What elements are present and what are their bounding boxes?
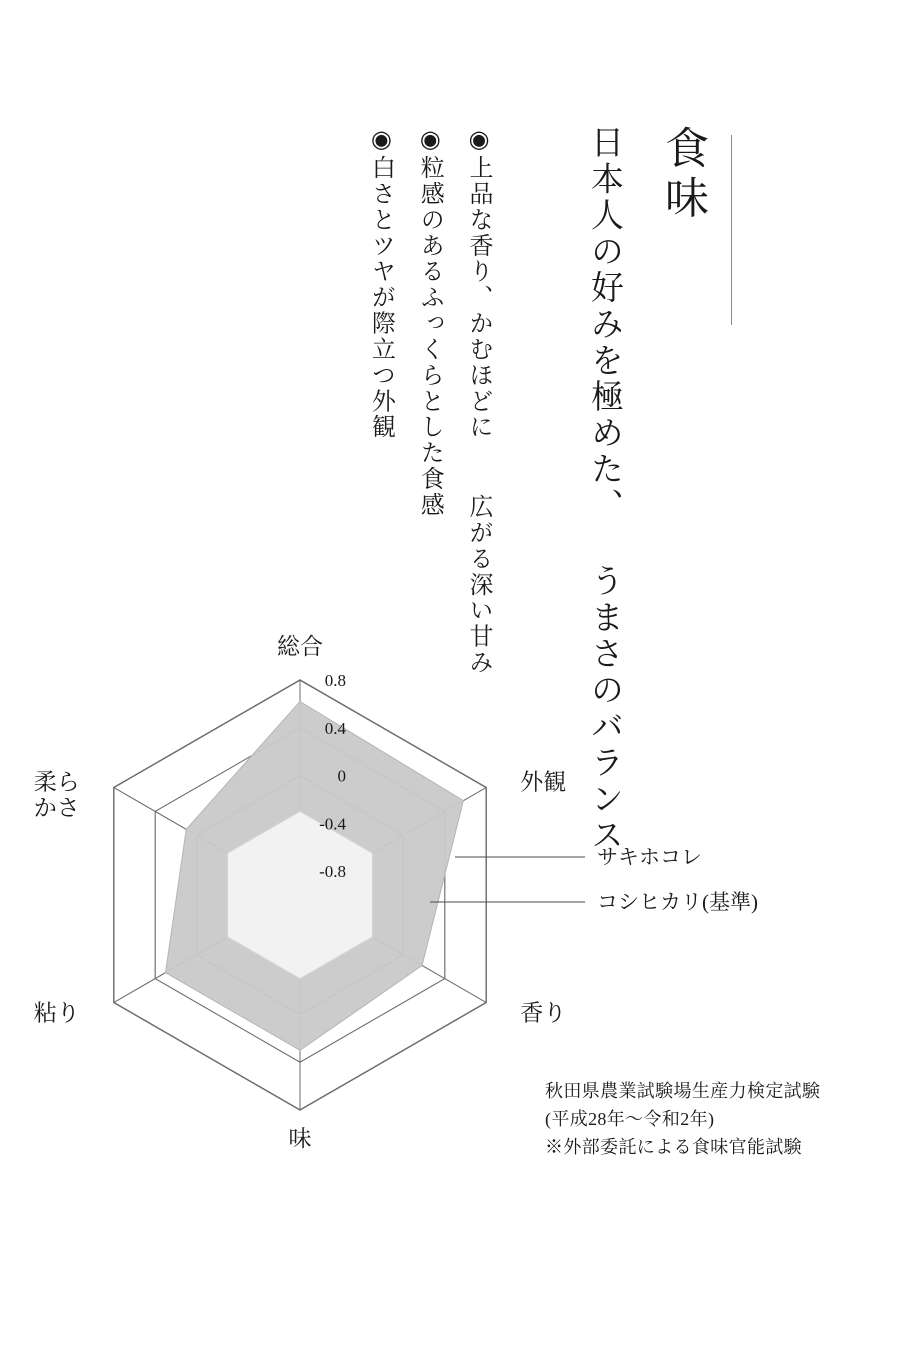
caption-line-2: (平成28年〜令和2年) [545, 1108, 715, 1129]
list-item: ◉上品な香り、かむほどに 広がる深い甘み [465, 125, 491, 676]
axis-label-柔らかさ: 柔ら [33, 769, 80, 795]
radar-series-group [166, 702, 464, 1051]
axis-label-外観: 外観 [520, 769, 567, 795]
list-item: ◉粒感のあるふっくらとした食感 [416, 125, 443, 518]
axis-label-香り: 香り [520, 1000, 567, 1026]
radar-legend [430, 845, 758, 914]
axis-label-味: 味 [288, 1126, 312, 1151]
axis-label-粘り: 粘り [33, 1000, 80, 1026]
chart-caption [545, 1078, 820, 1162]
feature-bullet-list [349, 125, 495, 675]
caption-line-3: ※外部委託による食味官能試験 [545, 1136, 803, 1157]
axis-label-柔らかさ: かさ [33, 795, 80, 821]
tick-label: 0.4 [324, 718, 346, 738]
page-title: 食味 [658, 125, 707, 224]
legend-label-1: サキホコレ [597, 845, 702, 869]
legend-label-2: コシヒカリ(基準) [597, 890, 758, 914]
lead-paragraph: 日本人の好みを極めた、 うまさのバランス [586, 125, 622, 854]
list-item: ◉白さとツヤが際立つ外観 [367, 125, 394, 441]
tick-label: 0.8 [324, 671, 346, 690]
tick-label: 0 [337, 766, 346, 786]
axis-label-総合: 総合 [277, 634, 323, 659]
caption-line-1: 秋田県農業試験場生産力検定試験 [545, 1081, 821, 1101]
tick-label: -0.4 [319, 814, 346, 834]
heading-divider [731, 135, 732, 325]
tick-label: -0.8 [319, 862, 346, 882]
